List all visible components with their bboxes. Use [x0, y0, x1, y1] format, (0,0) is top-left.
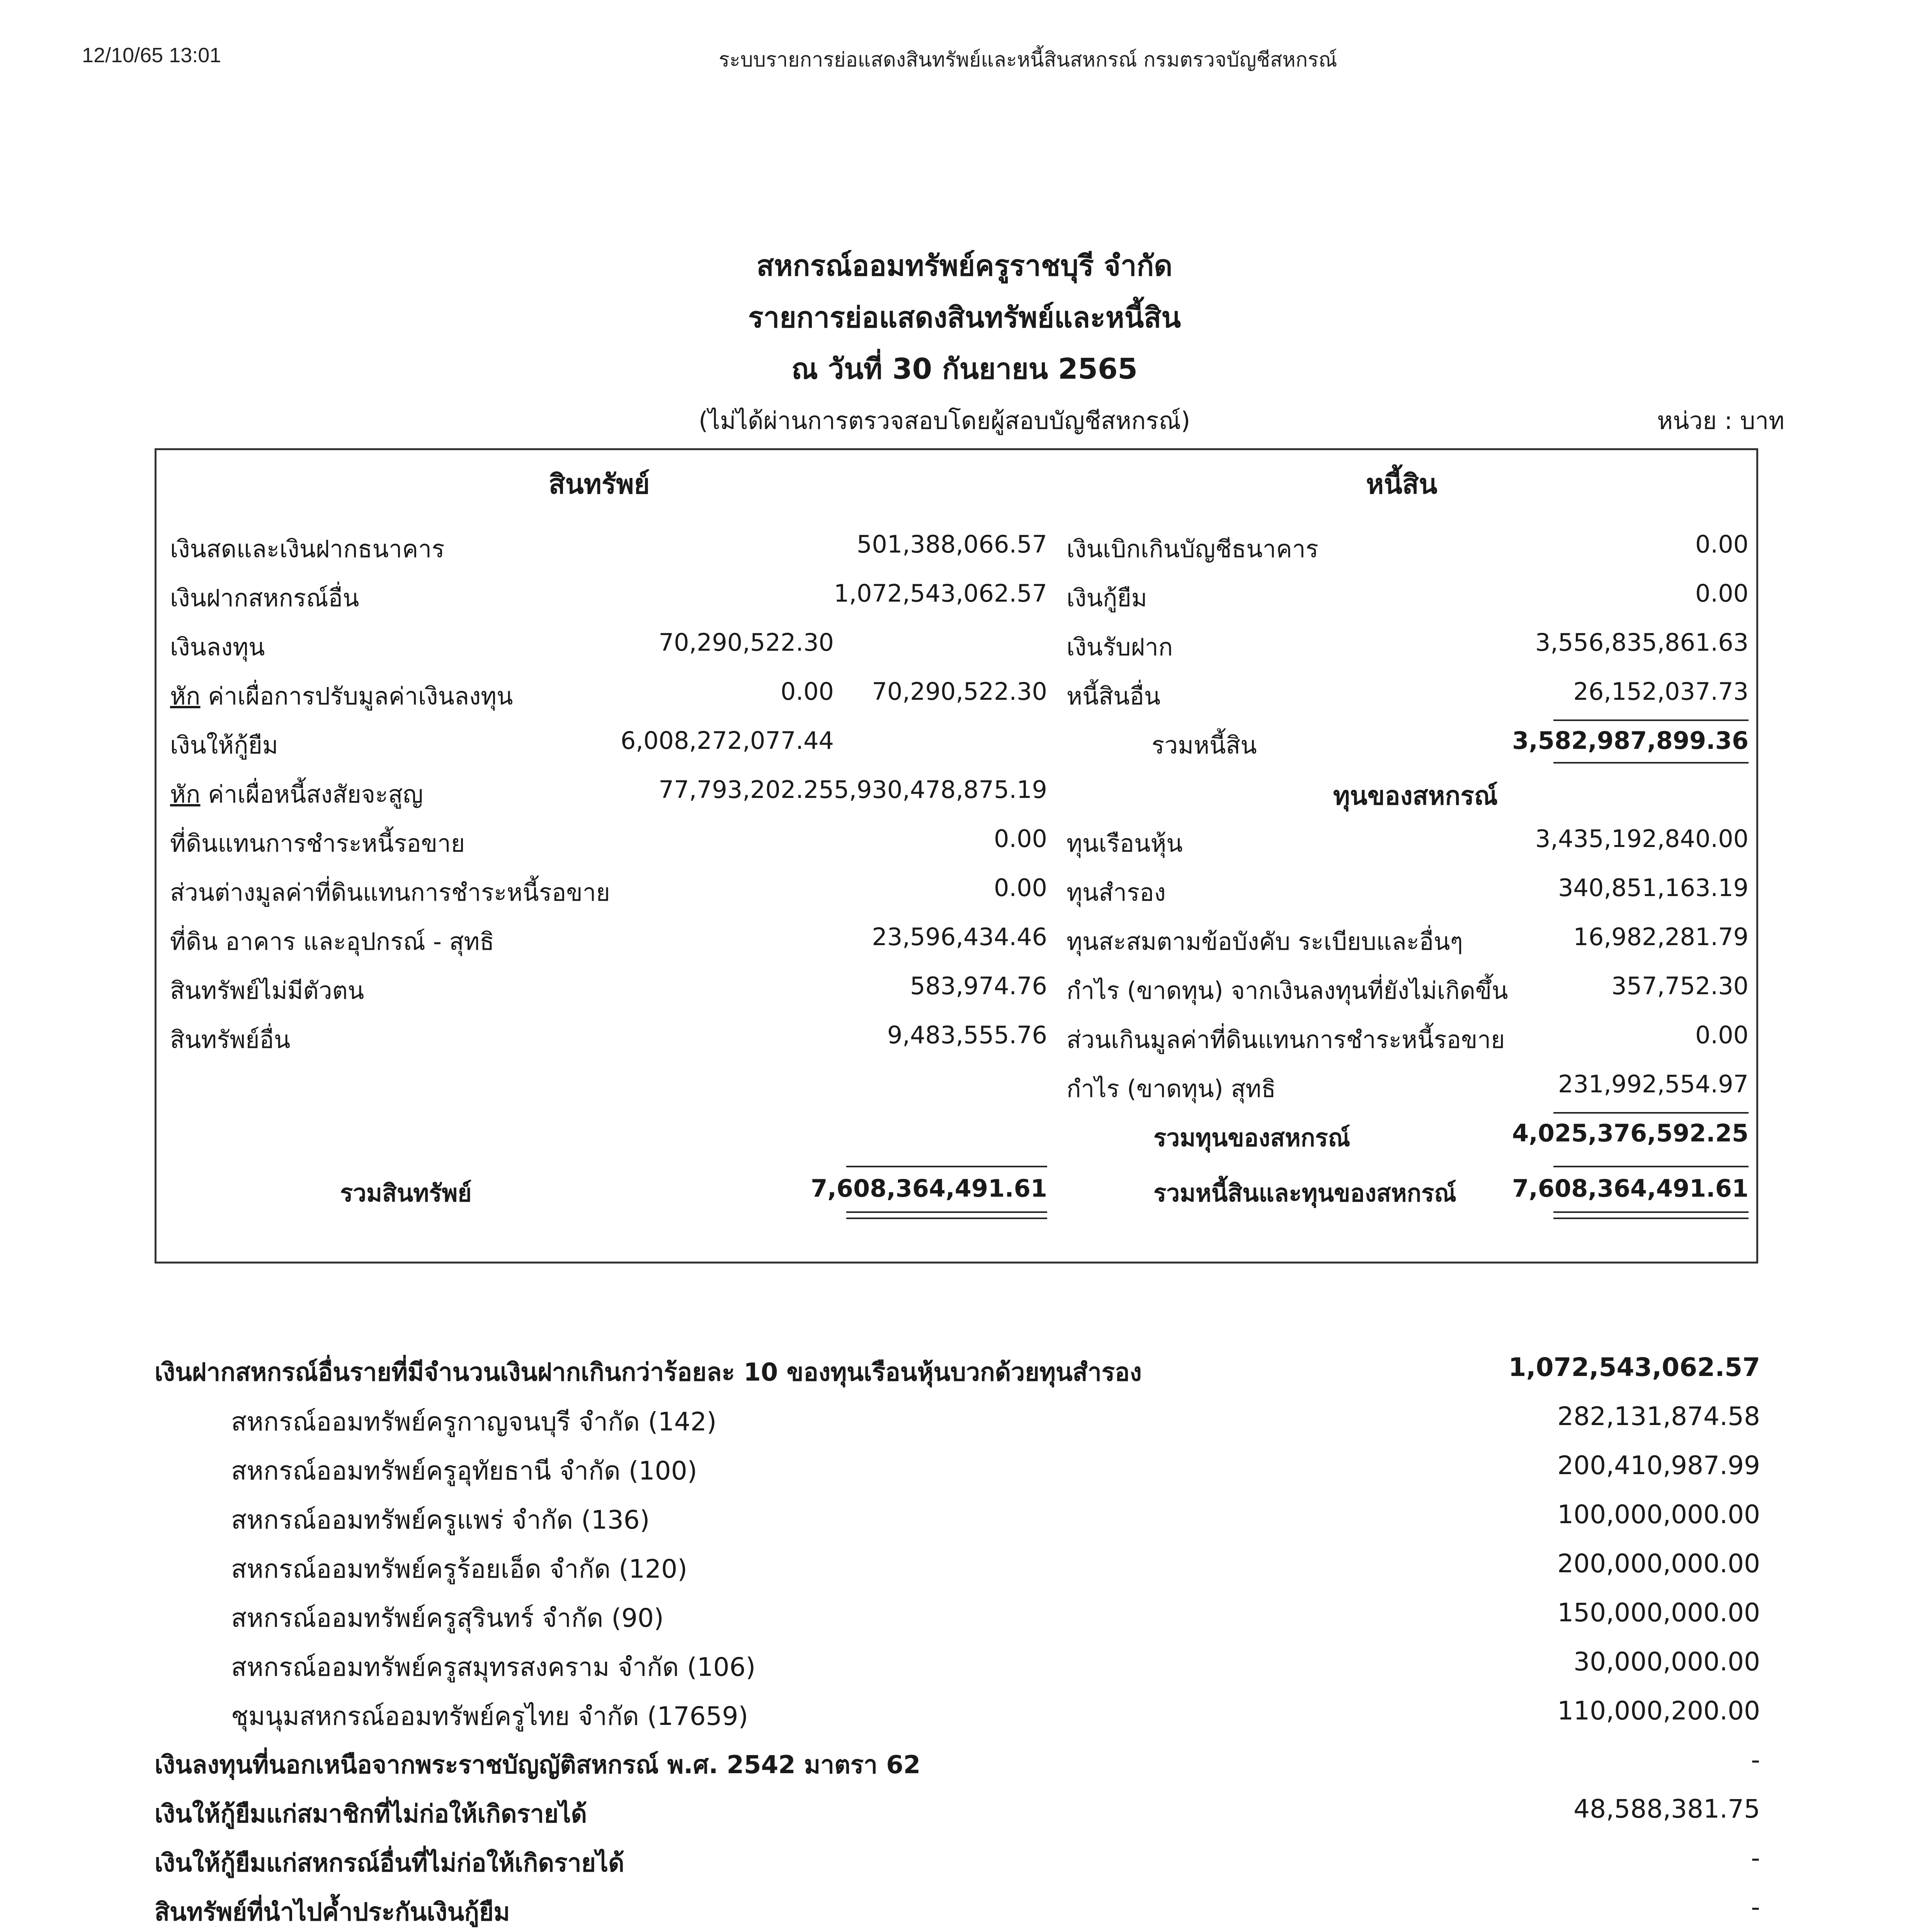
assets-total-label: รวมสินทรัพย์: [340, 1179, 472, 1207]
asset-row-label: [170, 677, 513, 715]
asset-label-text: ค่าเผื่อหนี้สงสัยจะสูญ: [200, 780, 424, 808]
equity-label: ทุนเรือนหุ้น: [1067, 829, 1183, 857]
equity-label: กำไร (ขาดทุน) สุทธิ: [1067, 1075, 1276, 1103]
asset-total-value: 23,596,434.46: [872, 923, 1047, 951]
asset-sub-value: 6,008,272,077.44: [620, 726, 834, 755]
asset-row-label: [170, 874, 610, 912]
equity-value: 0.00: [1695, 1021, 1749, 1049]
document-subtitle: (ไม่ได้ผ่านการตรวจสอบโดยผู้สอบบัญชีสหกรณ์): [699, 406, 1191, 435]
assets-grand-rule: [846, 1166, 1047, 1167]
deposit-item-value: 282,131,874.58: [1557, 1401, 1760, 1431]
deposit-item-label: สหกรณ์ออมทรัพย์ครูแพร่ จำกัด (136): [231, 1505, 650, 1535]
equity-label: ส่วนเกินมูลค่าที่ดินแทนการชำระหนี้รอขาย: [1067, 1026, 1505, 1054]
disclosure-label: สินทรัพย์ที่นำไปค้ำประกันเงินกู้ยืม: [155, 1898, 510, 1927]
deposit-item-value: 150,000,000.00: [1557, 1598, 1760, 1628]
asset-row-label: [170, 530, 444, 568]
asset-row-label: [170, 1021, 290, 1059]
equity-label: ทุนสำรอง: [1067, 878, 1166, 906]
asset-label-text: ค่าเผื่อการปรับมูลค่าเงินลงทุน: [200, 682, 513, 710]
asset-label-text: สินทรัพย์ไม่มีตัวตน: [170, 976, 364, 1005]
deposit-item-value: 30,000,000.00: [1573, 1647, 1760, 1677]
asset-sub-value: 70,290,522.30: [658, 628, 834, 656]
asset-total-value: 1,072,543,062.57: [834, 579, 1047, 607]
print-datetime: 12/10/65 13:01: [82, 44, 221, 67]
asset-label-text: เงินสดและเงินฝากธนาคาร: [170, 535, 445, 563]
liability-label: เงินรับฝาก: [1067, 633, 1173, 661]
equity-total-label: รวมทุนของสหกรณ์: [1153, 1124, 1351, 1152]
liability-value: 26,152,037.73: [1573, 677, 1749, 706]
disclosure-label: เงินให้กู้ยืมแก่สมาชิกที่ไม่ก่อให้เกิดรายได้: [155, 1800, 587, 1828]
asset-label-text: เงินให้กู้ยืม: [170, 731, 278, 759]
deposit-item-label: สหกรณ์ออมทรัพย์ครูสมุทรสงคราม จำกัด (106): [231, 1652, 756, 1682]
equity-label: กำไร (ขาดทุน) จากเงินลงทุนที่ยังไม่เกิดขึ้น: [1067, 976, 1508, 1005]
deposits-heading: เงินฝากสหกรณ์อื่นรายที่มีจำนวนเงินฝากเกินกว่าร้อยละ 10 ของทุนเรือนหุ้นบวกด้วยทุนสำรอง: [155, 1358, 1142, 1387]
asset-row-label: [170, 972, 364, 1010]
asset-label-text: เงินลงทุน: [170, 633, 265, 661]
asset-sub-value: 77,793,202.25: [658, 776, 834, 804]
deposit-item-value: 110,000,200.00: [1557, 1696, 1760, 1726]
deposit-item-value: 100,000,000.00: [1557, 1500, 1760, 1529]
liabilities-heading: หนี้สิน: [1366, 468, 1437, 500]
asset-total-value: 70,290,522.30: [872, 677, 1047, 706]
grand-double-underline: [1553, 1211, 1749, 1213]
equity-value: 340,851,163.19: [1558, 874, 1749, 902]
deposit-item-label: สหกรณ์ออมทรัพย์ครูกาญจนบุรี จำกัด (142): [231, 1407, 717, 1437]
asset-row-label: [170, 628, 265, 666]
assets-total-value: 7,608,364,491.61: [811, 1174, 1047, 1202]
asset-label-text: ส่วนต่างมูลค่าที่ดินแทนการชำระหนี้รอขาย: [170, 878, 610, 906]
liability-value: 0.00: [1695, 579, 1749, 607]
disclosure-value: -: [1751, 1745, 1760, 1775]
deposit-item-value: 200,410,987.99: [1557, 1451, 1760, 1480]
liability-value: 0.00: [1695, 530, 1749, 558]
asset-row-label: [170, 579, 359, 617]
asset-total-value: 0.00: [993, 825, 1047, 853]
equity-value: 16,982,281.79: [1573, 923, 1749, 951]
liabilities-total-rule: [1553, 719, 1749, 721]
deposit-item-label: สหกรณ์ออมทรัพย์ครูสุรินทร์ จำกัด (90): [231, 1603, 664, 1633]
liabilities-total-value: 3,582,987,899.36: [1512, 726, 1749, 755]
deposit-item-label: สหกรณ์ออมทรัพย์ครูร้อยเอ็ด จำกัด (120): [231, 1554, 687, 1584]
liability-label: หนี้สินอื่น: [1067, 682, 1161, 710]
equity-value: 231,992,554.97: [1558, 1070, 1749, 1098]
asset-total-value: 5,930,478,875.19: [834, 776, 1047, 804]
asset-row-label: [170, 825, 465, 862]
asset-row-label: [170, 776, 423, 813]
asset-total-value: 9,483,555.76: [887, 1021, 1047, 1049]
asset-sub-value: 0.00: [780, 677, 834, 706]
unit-label: หน่วย : บาท: [1657, 406, 1784, 435]
asset-label-text: ที่ดิน อาคาร และอุปกรณ์ - สุทธิ: [170, 927, 495, 956]
liabilities-total-underline: [1553, 762, 1749, 764]
equity-label: ทุนสะสมตามข้อบังคับ ระเบียบและอื่นๆ: [1067, 927, 1463, 956]
asset-total-value: 583,974.76: [910, 972, 1047, 1000]
liabilities-equity-total-value: 7,608,364,491.61: [1512, 1174, 1749, 1202]
liabilities-total-label: รวมหนี้สิน: [1152, 731, 1257, 759]
deposit-item-value: 200,000,000.00: [1557, 1549, 1760, 1578]
asset-total-value: 501,388,066.57: [856, 530, 1047, 558]
disclosure-label: เงินให้กู้ยืมแก่สหกรณ์อื่นที่ไม่ก่อให้เกิดรายได้: [155, 1849, 624, 1878]
equity-value: 3,435,192,840.00: [1535, 825, 1749, 853]
liability-label: เงินเบิกเกินบัญชีธนาคาร: [1067, 535, 1318, 563]
asset-label-text: ที่ดินแทนการชำระหนี้รอขาย: [170, 829, 465, 857]
equity-value: 357,752.30: [1611, 972, 1749, 1000]
disclosure-value: -: [1751, 1892, 1760, 1922]
equity-total-value: 4,025,376,592.25: [1512, 1119, 1749, 1147]
liability-label: เงินกู้ยืม: [1067, 584, 1147, 612]
asset-row-label: [170, 923, 494, 961]
asset-row-label: [170, 726, 278, 764]
disclosure-value: -: [1751, 1843, 1760, 1873]
deduct-prefix: หัก: [170, 780, 201, 808]
disclosure-label: เงินลงทุนที่นอกเหนือจากพระราชบัญญัติสหกรณ์ พ.ศ. 2542 มาตรา 62: [155, 1751, 921, 1779]
disclosure-value: 48,588,381.75: [1573, 1794, 1760, 1824]
document-title-cooperative: สหกรณ์ออมทรัพย์ครูราชบุรี จำกัด: [756, 249, 1173, 282]
assets-double-underline: [846, 1211, 1047, 1213]
assets-heading: สินทรัพย์: [549, 468, 650, 500]
liabilities-equity-total-label: รวมหนี้สินและทุนของสหกรณ์: [1153, 1179, 1456, 1207]
grand-double-underline: [1553, 1218, 1749, 1219]
document-title-report: รายการย่อแสดงสินทรัพย์และหนี้สิน: [748, 301, 1181, 334]
equity-total-rule: [1553, 1112, 1749, 1114]
asset-total-value: 0.00: [993, 874, 1047, 902]
equity-heading: ทุนของสหกรณ์: [1333, 781, 1498, 811]
deduct-prefix: หัก: [170, 682, 201, 710]
deposits-heading-value: 1,072,543,062.57: [1508, 1352, 1760, 1382]
deposit-item-label: สหกรณ์ออมทรัพย์ครูอุทัยธานี จำกัด (100): [231, 1456, 697, 1486]
deposit-item-label: ชุมนุมสหกรณ์ออมทรัพย์ครูไทย จำกัด (17659): [231, 1701, 748, 1731]
liability-value: 3,556,835,861.63: [1535, 628, 1749, 656]
assets-double-underline: [846, 1218, 1047, 1219]
document-title-date: ณ วันที่ 30 กันยายน 2565: [791, 352, 1138, 386]
asset-label-text: เงินฝากสหกรณ์อื่น: [170, 584, 359, 612]
system-title: ระบบรายการย่อแสดงสินทรัพย์และหนี้สินสหกรณ์ กรมตรวจบัญชีสหกรณ์: [719, 48, 1337, 71]
asset-label-text: สินทรัพย์อื่น: [170, 1026, 291, 1054]
equity-grand-rule: [1553, 1166, 1749, 1167]
